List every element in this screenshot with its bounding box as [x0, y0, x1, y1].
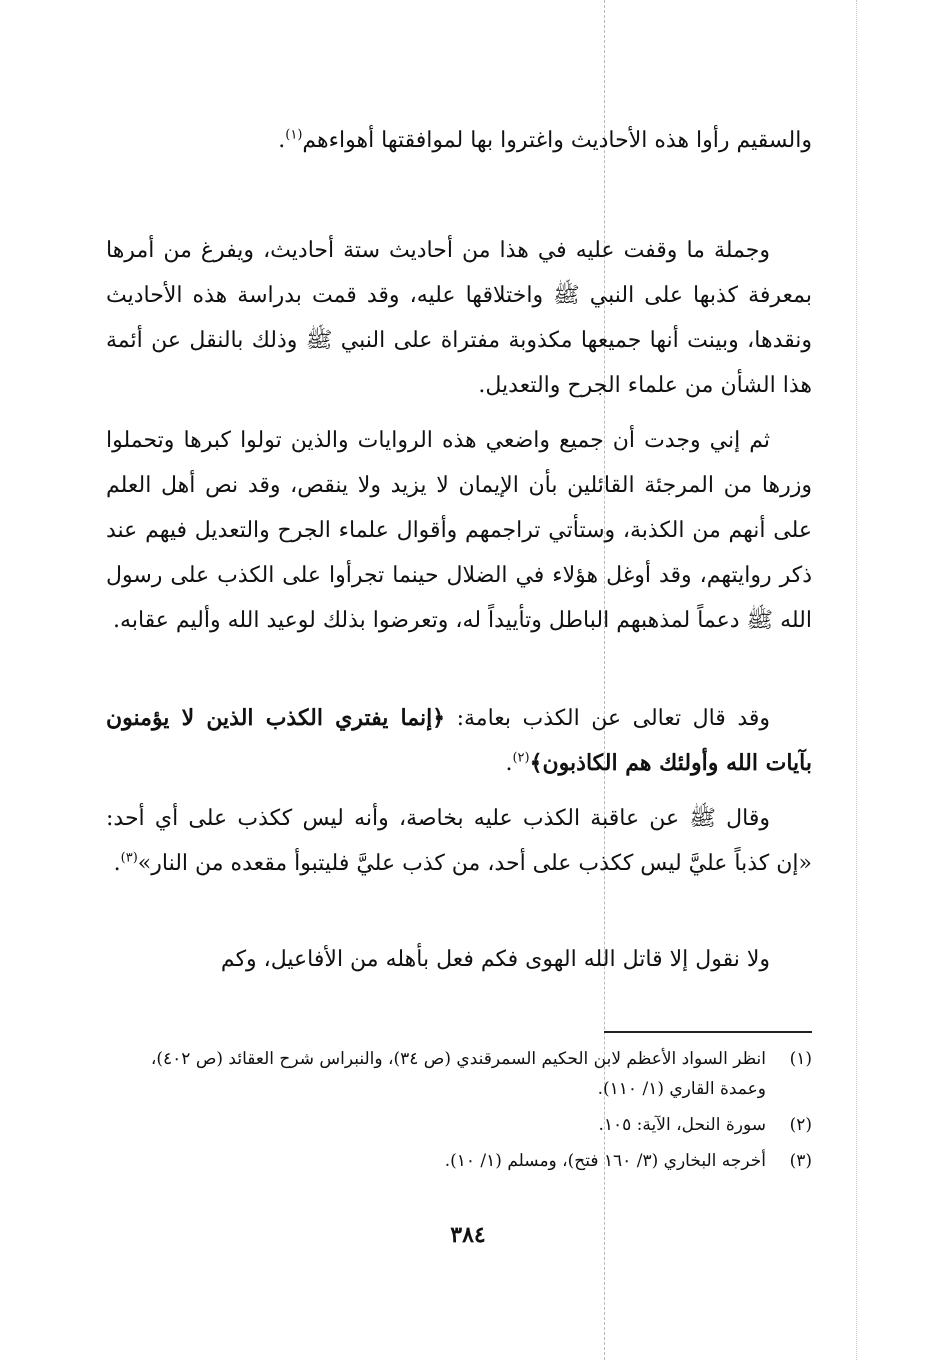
paragraph-text: وجملة ما وقفت عليه في هذا من أحاديث ستة أحاديث، ويفرغ من أمرها بمعرفة كذبها على النبي ﷺ واختلاقها عليه، وقد قمت بدراسة هذه الأحاديث ونقدها، وبينت أنها جميعها مكذوبة مفتراة على النبي ﷺ وذلك بالنقل عن أئمة هذا الشأن من علماء الجرح والتعديل. — [106, 238, 812, 398]
page-number: ٣٨٤ — [450, 1222, 486, 1248]
footnote-text: انظر السواد الأعظم لابن الحكيم السمرقندي (ص ٣٤)، والنبراس شرح العقائد (ص ٤٠٢)، وعمدة القاري (١/ ١١٠). — [150, 1049, 766, 1099]
footnote-ref-1: (١) — [285, 127, 303, 143]
paragraph-continuation — [106, 118, 812, 163]
footnote-number: (١) — [789, 1049, 812, 1069]
paragraph-lead: وقد قال تعالى عن الكذب بعامة: — [456, 706, 771, 731]
footnote-ref-2: (٢) — [512, 750, 530, 766]
footnote-number: (٢) — [789, 1115, 812, 1135]
paragraph-closing — [106, 937, 812, 982]
paragraph-tail: . — [505, 751, 513, 776]
paragraph-tail: . — [113, 851, 121, 876]
footnote-text: سورة النحل، الآية: ١٠٥. — [598, 1115, 766, 1135]
paragraph-lead: وقال ﷺ عن عاقبة الكذب عليه بخاصة، وأنه ليس ككذب على أي أحد: — [106, 806, 770, 831]
footnote-item — [106, 1044, 812, 1104]
paragraph-tail: . — [278, 128, 286, 153]
quran-quote: ﴿إنما يفتري الكذب الذين لا يؤمنون بآيات الله وأولئك هم الكاذبون﴾ — [106, 705, 812, 776]
paragraph-hadith-quote — [106, 796, 812, 886]
footnote-item — [106, 1146, 812, 1176]
footnote-separator — [604, 1031, 812, 1033]
paragraph-text: ولا نقول إلا قاتل الله الهوى فكم فعل بأهله من الأفاعيل، وكم — [220, 947, 770, 972]
scan-edge-line — [856, 0, 857, 1360]
paragraph-quran-verse — [106, 696, 812, 786]
paragraph-text: ثم إني وجدت أن جميع واضعي هذه الروايات والذين تولوا كبرها وتحملوا وزرها من المرجئة القائلين بأن الإيمان لا يزيد ولا ينقص، وقد نص أهل العلم على أنهم من الكذبة، وستأتي تراجمهم وأقوال علماء الجرح والتعديل فيهم عند ذكر روايتهم، وقد أوغل هؤلاء في الضلال حينما تجرأوا على الكذب على رسول الله ﷺ دعماً لمذهبهم الباطل وتأييداً له، وتعرضوا بذلك لوعيد الله وأليم عقابه. — [106, 428, 812, 633]
footnote-number: (٣) — [789, 1151, 812, 1171]
paragraph-fabricators — [106, 418, 812, 643]
footnotes — [106, 1044, 812, 1182]
paragraph-text: والسقيم رأوا هذه الأحاديث واغتروا بها لموافقتها أهواءهم — [302, 128, 812, 153]
hadith-quote: «إن كذباً عليَّ ليس ككذب على أحد، من كذب عليَّ فليتبوأ مقعده من النار» — [137, 851, 812, 876]
footnote-item — [106, 1110, 812, 1140]
footnote-ref-3: (٣) — [120, 850, 138, 866]
footnote-text: أخرجه البخاري (٣/ ١٦٠ فتح)، ومسلم (١/ ١٠). — [444, 1151, 766, 1171]
paragraph-hadith-count — [106, 228, 812, 408]
